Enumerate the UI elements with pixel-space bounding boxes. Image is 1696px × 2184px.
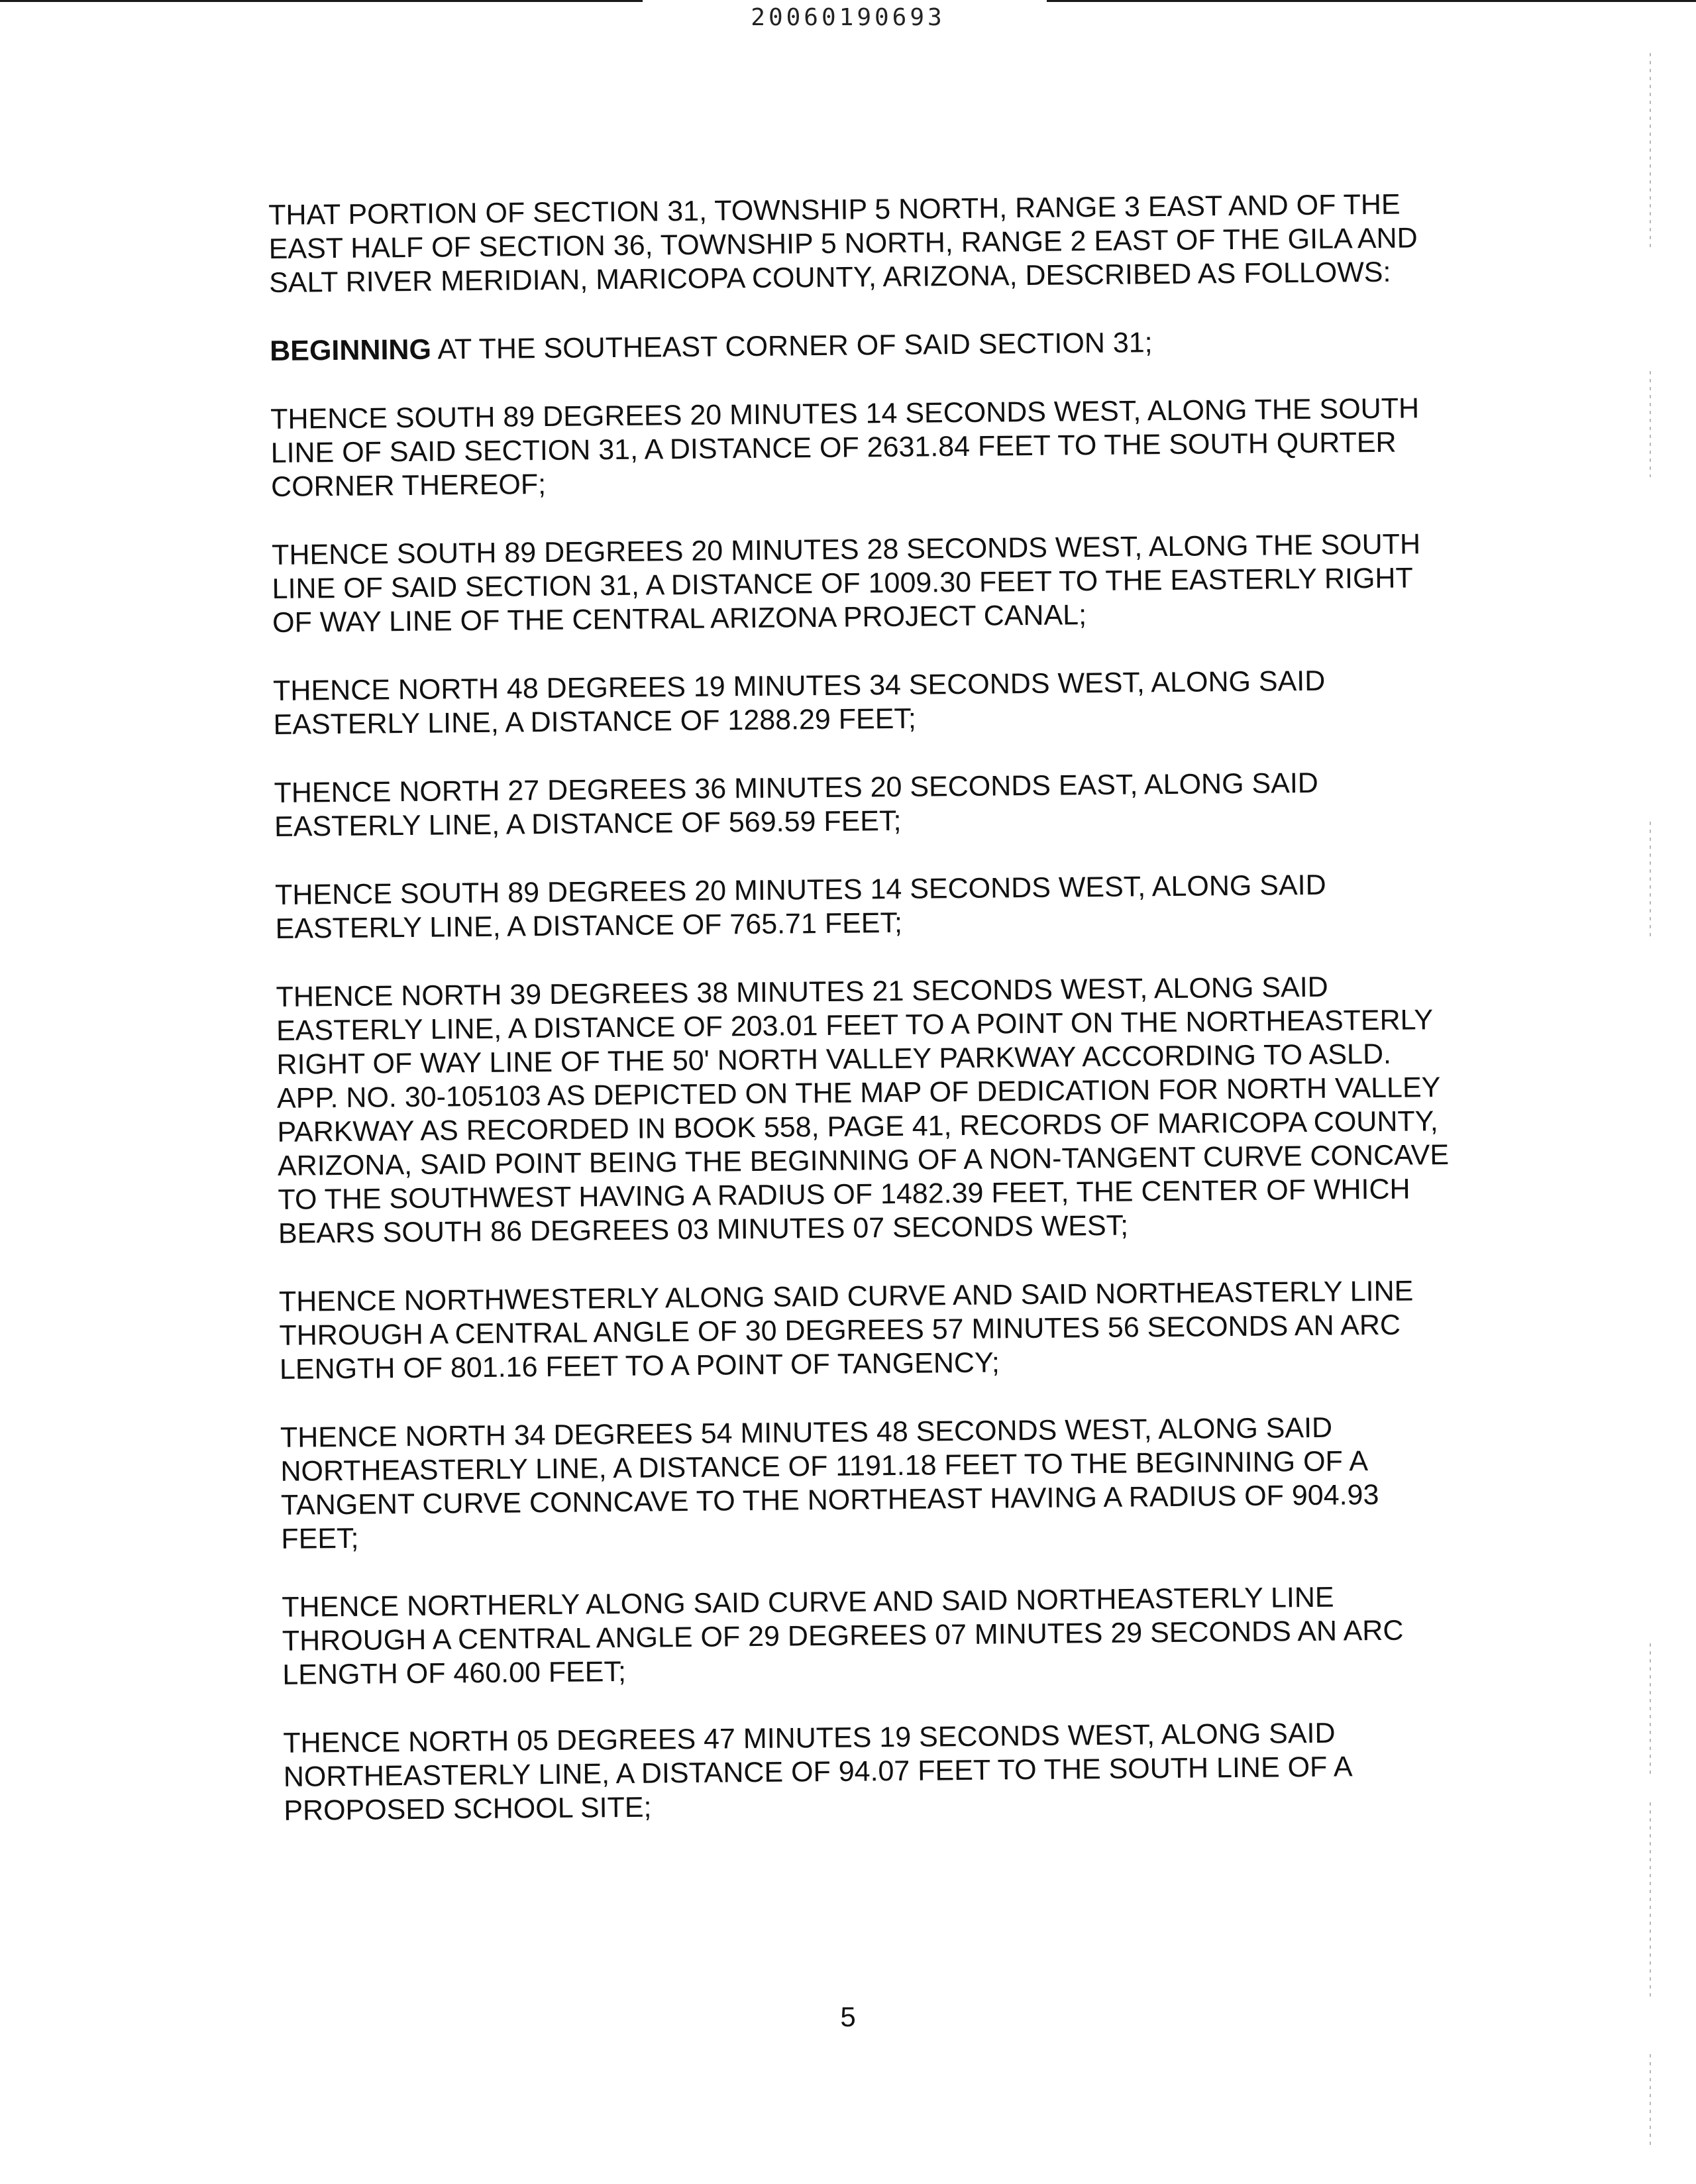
paragraph-text: THENCE NORTH 48 DEGREES 19 MINUTES 34 SECONDS WEST, ALONG SAID EASTERLY LINE, A DISTANCE OF 1288.29 FEET;	[272, 665, 1326, 741]
paragraph	[275, 867, 1455, 946]
paragraph	[280, 1410, 1461, 1556]
paragraph-text: THENCE NORTH 39 DEGREES 38 MINUTES 21 SECONDS WEST, ALONG SAID EASTERLY LINE, A DISTANCE OF 203.01 FEET TO A POINT ON THE NORTHEASTERLY RIGHT OF WAY LINE OF THE 50' NORTH VALLEY PARKWAY ACCORDING TO ASLD. APP. NO. 30-105103 AS DEPICTED ON THE MAP OF DEDICATION FOR NORTH VALLEY PARKWAY AS RECORDED IN BOOK 558, PAGE 41, RECORDS OF MARICOPA COUNTY, ARIZONA, SAID POINT BEING THE BEGINNING OF A NON-TANGENT CURVE CONCAVE TO THE SOUTHWEST HAVING A RADIUS OF 1482.39 FEET, THE CENTER OF WHICH BEARS SOUTH 86 DEGREES 03 MINUTES 07 SECONDS WEST;	[276, 971, 1450, 1250]
scan-margin-artifact	[1650, 2054, 1651, 2147]
document-number: 20060190693	[751, 4, 945, 31]
paragraph	[276, 969, 1458, 1251]
scan-margin-artifact	[1650, 371, 1651, 477]
scan-edge-line-left	[0, 0, 643, 2]
paragraph	[274, 765, 1454, 844]
paragraph	[283, 1716, 1463, 1828]
paragraph	[279, 1274, 1459, 1387]
paragraph	[268, 188, 1448, 300]
paragraph-text: THENCE NORTH 34 DEGREES 54 MINUTES 48 SECONDS WEST, ALONG SAID NORTHEASTERLY LINE, A DISTANCE OF 1191.18 FEET TO THE BEGINNING OF A TANGENT CURVE CONNCAVE TO THE NORTHEAST HAVING A RADIUS OF 904.93 FEET;	[280, 1411, 1379, 1555]
paragraph-text: THENCE NORTH 27 DEGREES 36 MINUTES 20 SECONDS EAST, ALONG SAID EASTERLY LINE, A DISTANCE OF 569.59 FEET;	[274, 767, 1319, 843]
scan-margin-artifact	[1650, 1802, 1651, 2001]
legal-description-body	[268, 188, 1463, 1863]
scan-edge-line-right	[1047, 0, 1696, 2]
paragraph-text: THENCE NORTHERLY ALONG SAID CURVE AND SAID NORTHEASTERLY LINE THROUGH A CENTRAL ANGLE OF 29 DEGREES 07 MINUTES 29 SECONDS AN ARC LENGTH OF 460.00 FEET;	[282, 1581, 1404, 1691]
paragraph-text: AT THE SOUTHEAST CORNER OF SAID SECTION 31;	[431, 327, 1153, 366]
paragraph	[270, 323, 1449, 368]
scan-margin-artifact	[1650, 822, 1651, 941]
paragraph-text: THENCE NORTH 05 DEGREES 47 MINUTES 19 SECONDS WEST, ALONG SAID NORTHEASTERLY LINE, A DISTANCE OF 94.07 FEET TO THE SOUTH LINE OF A PROPOSED SCHOOL SITE;	[283, 1717, 1352, 1827]
paragraph	[282, 1580, 1461, 1692]
scan-margin-artifact	[1650, 53, 1651, 252]
page-number: 5	[840, 2001, 856, 2032]
paragraph	[270, 392, 1450, 504]
paragraph-lead: BEGINNING	[269, 333, 432, 367]
paragraph-text: THENCE SOUTH 89 DEGREES 20 MINUTES 14 SECONDS WEST, ALONG SAID EASTERLY LINE, A DISTANCE OF 765.71 FEET;	[274, 869, 1326, 945]
paragraph-text: THENCE SOUTH 89 DEGREES 20 MINUTES 14 SECONDS WEST, ALONG THE SOUTH LINE OF SAID SECTION 31, A DISTANCE OF 2631.84 FEET TO THE SOUTH QURTER CORNER THEREOF;	[270, 392, 1420, 503]
paragraph-text: THENCE SOUTH 89 DEGREES 20 MINUTES 28 SECONDS WEST, ALONG THE SOUTH LINE OF SAID SECTION 31, A DISTANCE OF 1009.30 FEET TO THE EASTERLY RIGHT OF WAY LINE OF THE CENTRAL ARIZONA PROJECT CANAL;	[271, 528, 1421, 639]
paragraph	[272, 527, 1452, 640]
paragraph-text: THENCE NORTHWESTERLY ALONG SAID CURVE AND SAID NORTHEASTERLY LINE THROUGH A CENTRAL ANGLE OF 30 DEGREES 57 MINUTES 56 SECONDS AN ARC LENGTH OF 801.16 FEET TO A POINT OF TANGENCY;	[278, 1275, 1414, 1386]
scan-margin-artifact	[1650, 1643, 1651, 1776]
paragraph	[273, 663, 1453, 742]
paragraph-text: THAT PORTION OF SECTION 31, TOWNSHIP 5 NORTH, RANGE 3 EAST AND OF THE EAST HALF OF SECTION 36, TOWNSHIP 5 NORTH, RANGE 2 EAST OF THE GILA AND SALT RIVER MERIDIAN, MARICOPA COUNTY, ARIZONA, DESCRIBED AS FOLLOWS:	[268, 188, 1418, 299]
